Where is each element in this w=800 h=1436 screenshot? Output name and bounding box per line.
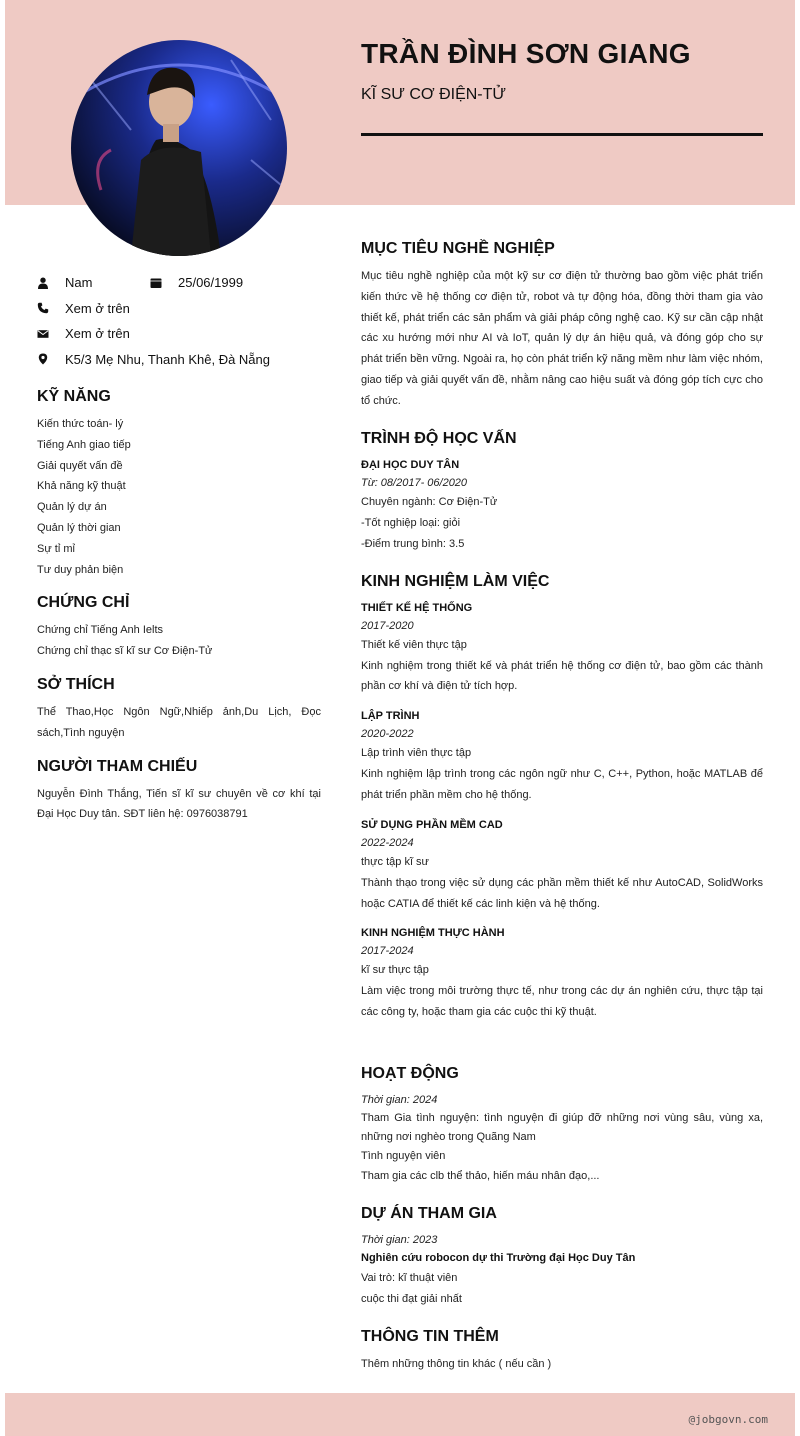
education-period: Từ: 08/2017- 06/2020 — [361, 476, 468, 489]
certificates-list — [37, 620, 321, 662]
birthday-value: 25/06/1999 — [178, 275, 244, 291]
skill-item: Giải quyết vấn đề — [37, 459, 123, 472]
experience-title: KINH NGHIỆM THỰC HÀNH — [361, 927, 505, 940]
title-divider — [361, 133, 763, 136]
skill-item: Sự tỉ mỉ — [37, 542, 75, 555]
job-title: KĨ SƯ CƠ ĐIỆN-TỬ — [361, 86, 507, 103]
address-value: K5/3 Mẹ Nhu, Thanh Khê, Đà Nẵng — [65, 351, 270, 367]
right-column — [361, 240, 763, 1393]
activities-extra: Tham gia các clb thể thảo, hiến máu nhân đạo,... — [361, 1169, 600, 1182]
profile-photo-image — [71, 40, 287, 256]
objective-heading: MỤC TIÊU NGHỀ NGHIỆP — [361, 240, 555, 257]
project-name: Nghiên cứu robocon dự thi Trường đại Học Duy Tân — [361, 1251, 636, 1264]
gender-info — [37, 275, 150, 290]
projects-section — [361, 1205, 763, 1310]
more-info-heading: THÔNG TIN THÊM — [361, 1327, 499, 1345]
activities-section — [361, 1065, 763, 1187]
education-line: -Điểm trung bình: 3.5 — [361, 537, 465, 550]
experience-desc: Kinh nghiệm lập trình trong các ngôn ngữ như C, C++, Python, hoặc MATLAB để phát triển phần mềm cho hệ thống. — [361, 768, 763, 801]
activities-heading: HOẠT ĐỘNG — [361, 1064, 459, 1082]
phone-value: Xem ở trên — [65, 300, 130, 316]
profile-photo — [71, 40, 287, 256]
skill-item: Kiến thức toán- lý — [37, 418, 124, 430]
objective-section — [361, 240, 763, 412]
experience-desc: Thành thạo trong việc sử dụng các phần mềm thiết kế như AutoCAD, SolidWorks hoặc CATIA để thiết kế các linh kiện và hệ thống. — [361, 876, 763, 910]
experience-entry — [361, 599, 763, 698]
certificate-item: Chứng chỉ Tiếng Anh Ielts — [37, 624, 163, 637]
info-row-address — [37, 347, 321, 373]
education-line: Chuyên ngành: Cơ Điện-Tử — [361, 495, 498, 508]
project-role: Vai trò: kĩ thuật viên — [361, 1271, 458, 1284]
left-column — [37, 270, 321, 824]
birthday-info — [150, 275, 243, 290]
education-line: -Tốt nghiệp loại: giỏi — [361, 516, 461, 529]
experience-title: LẬP TRÌNH — [361, 710, 420, 723]
objective-text: Mục tiêu nghề nghiệp của một kỹ sư cơ điện tử thường bao gồm việc phát triển kiến thức về hệ thống cơ điện tử, robot và tự động hóa, đồng thời tham gia vào thiết kế, phát triển các sản phẩm và giải pháp công nghệ cao. Kỹ sư cần cập nhật các xu hướng mới như AI và IoT, quản lý dự án hiệu quả, và đóng góp cho sự phát triển bền vững. Ngoài ra, họ còn phát triển kỹ năng mềm như làm việc nhóm, giao tiếp và giải quyết vấn đề, nhằm nâng cao hiệu suất và đóng góp tích cực cho tổ chức. — [361, 270, 763, 407]
person-icon — [37, 277, 49, 289]
skill-item: Tiếng Anh giao tiếp — [37, 438, 131, 451]
location-pin-icon — [37, 353, 49, 365]
hobbies-heading: SỞ THÍCH — [37, 675, 115, 693]
skills-heading: KỸ NĂNG — [37, 388, 111, 405]
activities-role: Tình nguyện viên — [361, 1149, 446, 1162]
experience-role: kĩ sư thực tập — [361, 964, 429, 977]
education-heading: TRÌNH ĐỘ HỌC VẤN — [361, 429, 517, 447]
project-period: Thời gian: 2023 — [361, 1233, 438, 1246]
experience-period: 2022-2024 — [361, 836, 414, 849]
project-result: cuộc thi đạt giải nhất — [361, 1292, 462, 1305]
info-row-phone — [37, 296, 321, 322]
footer-watermark: @jobgovn.com — [688, 1413, 768, 1426]
calendar-icon — [150, 277, 162, 289]
footer-band — [5, 1393, 795, 1436]
experience-period: 2017-2024 — [361, 945, 414, 958]
experience-role: Thiết kế viên thực tập — [361, 638, 467, 651]
more-info-section — [361, 1328, 763, 1375]
certificate-item: Chứng chỉ thạc sĩ kĩ sư Cơ Điện-Tử — [37, 645, 213, 658]
skill-item: Quản lý dự án — [37, 501, 107, 514]
activities-period: Thời gian: 2024 — [361, 1093, 438, 1106]
skill-item: Khả năng kỹ thuật — [37, 480, 126, 493]
certificates-heading: CHỨNG CHỈ — [37, 594, 130, 612]
references-text: Nguyễn Đình Thắng, Tiến sĩ kĩ sư chuyên về cơ khí tại Đại Học Duy tân. SĐT liên hệ: 0976038791 — [37, 787, 321, 820]
education-section — [361, 430, 763, 555]
hobbies-text: Thể Thao,Học Ngôn Ngữ,Nhiếp ảnh,Du Lịch, Đọc sách,Tình nguyện — [37, 705, 321, 739]
experience-section — [361, 573, 763, 1023]
experience-role: thực tập kĩ sư — [361, 855, 429, 868]
gender-value: Nam — [65, 275, 93, 291]
skill-item: Quản lý thời gian — [37, 521, 121, 534]
info-row-email — [37, 321, 321, 347]
experience-entry — [361, 707, 763, 806]
email-icon — [37, 328, 49, 340]
candidate-name: TRẦN ĐÌNH SƠN GIANG — [361, 38, 691, 69]
skills-list — [37, 414, 321, 580]
activities-desc: Tham Gia tình nguyện: tình nguyện đi giúp đỡ những nơi vùng sâu, vùng xa, những nơi nghèo trong Quãng Nam — [361, 1111, 763, 1143]
projects-heading: DỰ ÁN THAM GIA — [361, 1204, 497, 1222]
school-name: ĐẠI HỌC DUY TÂN — [361, 458, 460, 471]
experience-period: 2017-2020 — [361, 619, 414, 632]
skill-item: Tư duy phản biện — [37, 563, 124, 576]
experience-entry — [361, 816, 763, 915]
experience-heading: KINH NGHIỆM LÀM VIỆC — [361, 572, 550, 590]
experience-desc: Kinh nghiệm trong thiết kế và phát triển hệ thống cơ điện tử, bao gồm các thành phần cơ khí và điện tử tích hợp. — [361, 659, 763, 693]
phone-icon — [37, 302, 49, 314]
experience-period: 2020-2022 — [361, 728, 414, 741]
experience-desc: Làm việc trong môi trường thực tế, như trong các dự án nghiên cứu, thực tập tại các công ty, hoặc tham gia các cuộc thi kỹ thuật. — [361, 985, 763, 1019]
experience-title: THIẾT KẾ HỆ THỐNG — [361, 601, 473, 614]
experience-title: SỬ DỤNG PHẦN MỀM CAD — [361, 818, 503, 831]
info-row-gender-birthday — [37, 270, 321, 296]
email-value: Xem ở trên — [65, 326, 130, 342]
experience-role: Lập trình viên thực tập — [361, 747, 472, 760]
experience-entry — [361, 924, 763, 1023]
references-heading: NGƯỜI THAM CHIẾU — [37, 757, 198, 775]
more-info-text: Thêm những thông tin khác ( nếu cần ) — [361, 1357, 552, 1370]
